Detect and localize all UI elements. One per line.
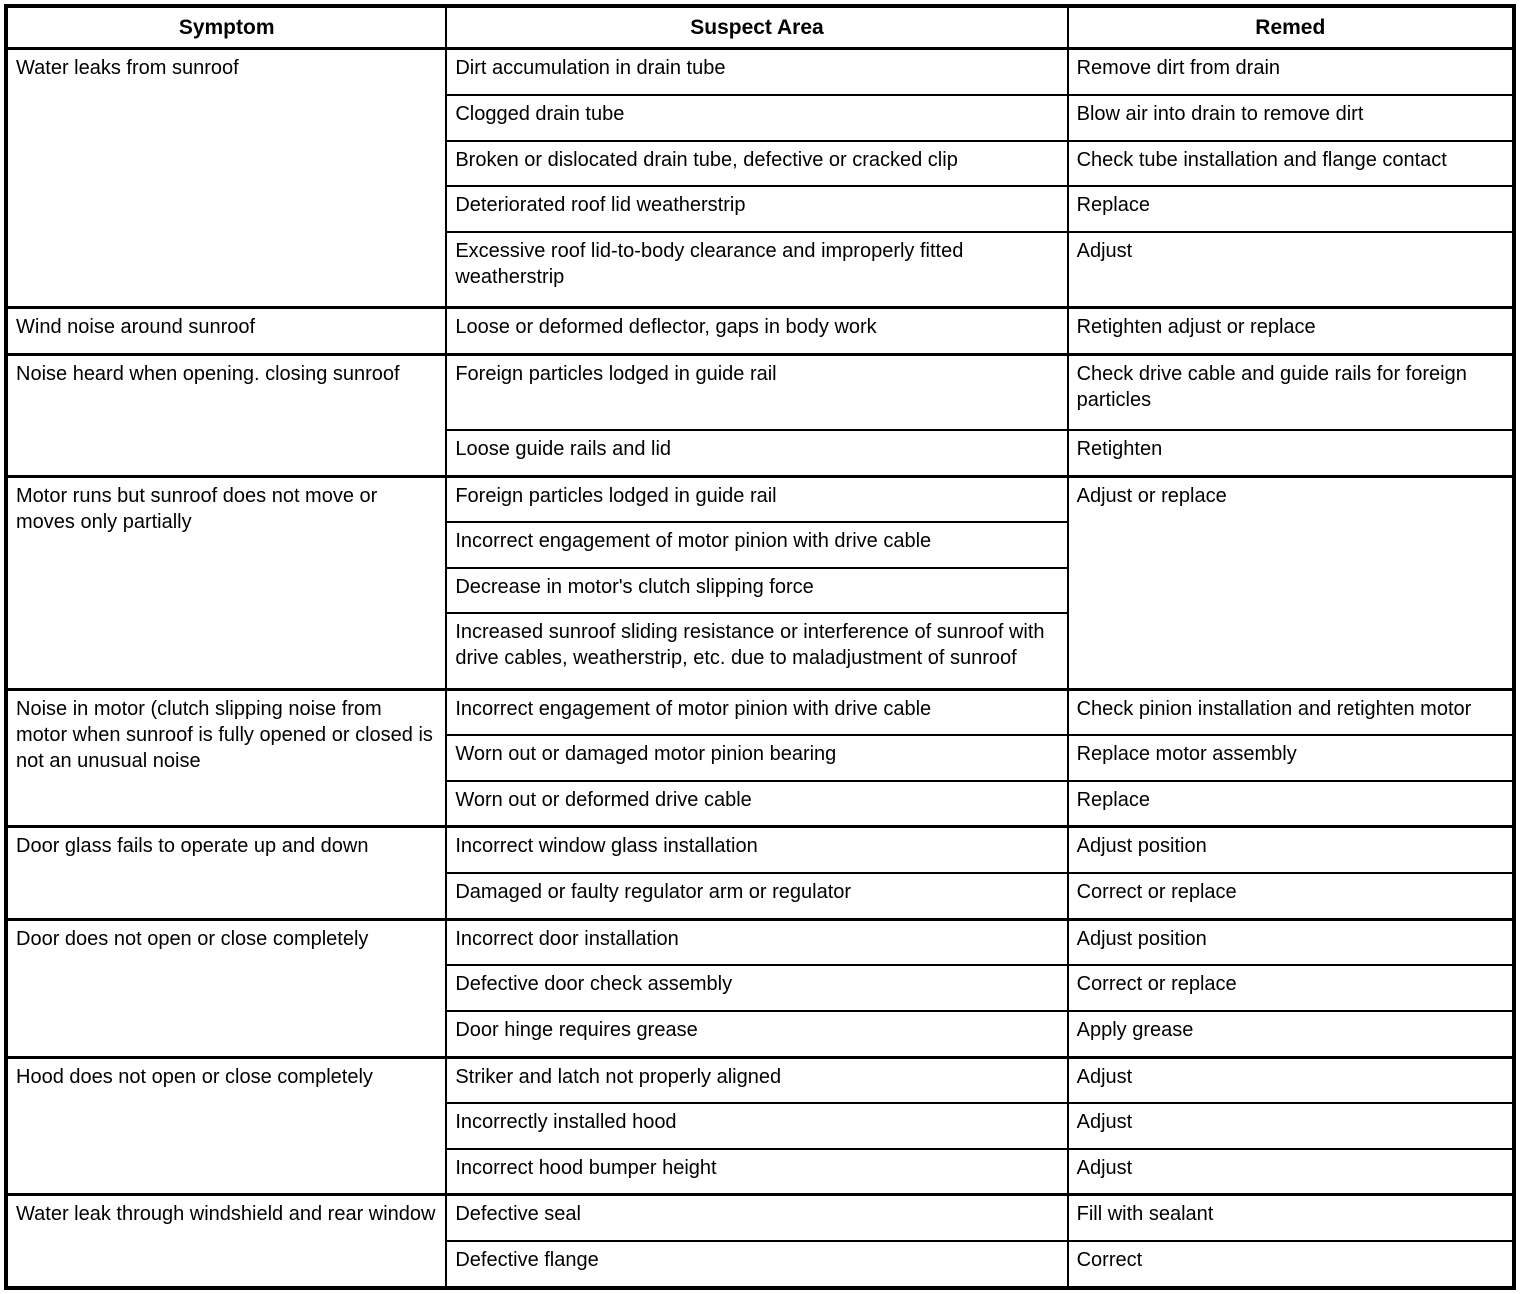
suspect-cell: Defective seal [446, 1195, 1067, 1241]
symptom-cell: Noise heard when opening. closing sunroof [6, 354, 446, 476]
suspect-cell: Incorrect hood bumper height [446, 1149, 1067, 1195]
table-row [6, 689, 1514, 735]
remedy-cell: Adjust or replace [1068, 476, 1514, 689]
symptom-cell: Water leaks from sunroof [6, 49, 446, 308]
table-row [6, 307, 1514, 354]
remedy-cell: Apply grease [1068, 1011, 1514, 1057]
remedy-cell: Adjust position [1068, 919, 1514, 965]
suspect-cell: Incorrect door installation [446, 919, 1067, 965]
suspect-cell: Incorrect engagement of motor pinion with drive cable [446, 522, 1067, 568]
symptom-cell: Wind noise around sunroof [6, 307, 446, 354]
suspect-cell: Dirt accumulation in drain tube [446, 49, 1067, 95]
suspect-cell: Worn out or deformed drive cable [446, 781, 1067, 827]
remedy-cell: Adjust [1068, 1103, 1514, 1149]
symptom-cell: Noise in motor (clutch slipping noise from motor when sunroof is fully opened or closed is not an unusual noise [6, 689, 446, 827]
suspect-cell: Damaged or faulty regulator arm or regulator [446, 873, 1067, 919]
suspect-cell: Decrease in motor's clutch slipping force [446, 568, 1067, 614]
suspect-cell: Foreign particles lodged in guide rail [446, 476, 1067, 522]
troubleshooting-table [4, 4, 1516, 1290]
remedy-cell: Correct or replace [1068, 965, 1514, 1011]
remedy-cell: Retighten [1068, 430, 1514, 476]
table-row [6, 919, 1514, 965]
remedy-cell: Replace [1068, 781, 1514, 827]
symptom-cell: Motor runs but sunroof does not move or moves only partially [6, 476, 446, 689]
suspect-cell: Deteriorated roof lid weatherstrip [446, 186, 1067, 232]
suspect-cell: Door hinge requires grease [446, 1011, 1067, 1057]
remedy-cell: Retighten adjust or replace [1068, 307, 1514, 354]
remedy-cell: Replace motor assembly [1068, 735, 1514, 781]
table-row [6, 49, 1514, 95]
suspect-cell: Incorrect window glass installation [446, 827, 1067, 873]
remedy-cell: Adjust [1068, 1057, 1514, 1103]
suspect-cell: Foreign particles lodged in guide rail [446, 354, 1067, 430]
table-row [6, 1195, 1514, 1241]
table-row [6, 1057, 1514, 1103]
remedy-cell: Adjust [1068, 1149, 1514, 1195]
remedy-cell: Adjust [1068, 232, 1514, 308]
symptom-cell: Door does not open or close completely [6, 919, 446, 1057]
remedy-cell: Correct or replace [1068, 873, 1514, 919]
suspect-cell: Worn out or damaged motor pinion bearing [446, 735, 1067, 781]
suspect-cell: Increased sunroof sliding resistance or interference of sunroof with drive cables, weatherstrip, etc. due to maladjustment of sunroof [446, 613, 1067, 689]
table-header-row [6, 6, 1514, 49]
suspect-cell: Excessive roof lid-to-body clearance and improperly fitted weatherstrip [446, 232, 1067, 308]
remedy-cell: Correct [1068, 1241, 1514, 1288]
remedy-cell: Check tube installation and flange contact [1068, 141, 1514, 187]
suspect-cell: Loose guide rails and lid [446, 430, 1067, 476]
suspect-cell: Broken or dislocated drain tube, defective or cracked clip [446, 141, 1067, 187]
suspect-cell: Striker and latch not properly aligned [446, 1057, 1067, 1103]
table-row [6, 827, 1514, 873]
remedy-cell: Fill with sealant [1068, 1195, 1514, 1241]
table-row [6, 354, 1514, 430]
table-row [6, 476, 1514, 522]
symptom-cell: Door glass fails to operate up and down [6, 827, 446, 919]
suspect-cell: Loose or deformed deflector, gaps in body work [446, 307, 1067, 354]
column-header-remedy: Remed [1068, 6, 1514, 49]
remedy-cell: Remove dirt from drain [1068, 49, 1514, 95]
suspect-cell: Incorrectly installed hood [446, 1103, 1067, 1149]
remedy-cell: Check drive cable and guide rails for foreign particles [1068, 354, 1514, 430]
suspect-cell: Defective flange [446, 1241, 1067, 1288]
suspect-cell: Incorrect engagement of motor pinion with drive cable [446, 689, 1067, 735]
column-header-suspect-area: Suspect Area [446, 6, 1067, 49]
symptom-cell: Hood does not open or close completely [6, 1057, 446, 1195]
remedy-cell: Blow air into drain to remove dirt [1068, 95, 1514, 141]
remedy-cell: Adjust position [1068, 827, 1514, 873]
symptom-cell: Water leak through windshield and rear window [6, 1195, 446, 1288]
suspect-cell: Defective door check assembly [446, 965, 1067, 1011]
remedy-cell: Replace [1068, 186, 1514, 232]
remedy-cell: Check pinion installation and retighten motor [1068, 689, 1514, 735]
suspect-cell: Clogged drain tube [446, 95, 1067, 141]
column-header-symptom: Symptom [6, 6, 446, 49]
